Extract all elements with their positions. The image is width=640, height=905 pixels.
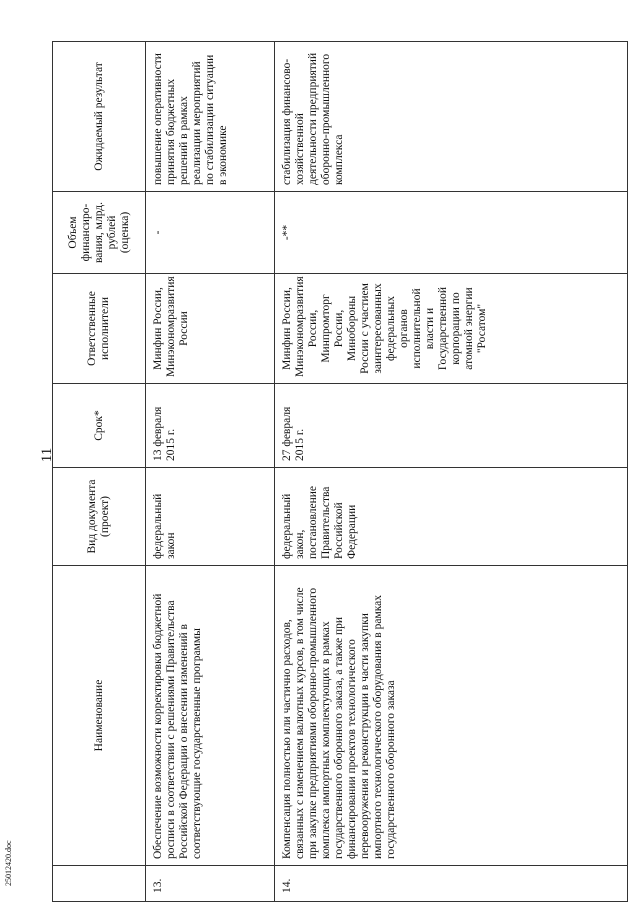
page-number: 11 [38, 447, 55, 463]
footer-code: 25012420.doc [4, 840, 13, 886]
header-doc: Вид документа (проект) [53, 468, 146, 566]
row-term: 27 февраля 2015 г. [275, 384, 628, 468]
header-fin: Объем финансиро-вания, млрд. рублей (оценка) [53, 192, 146, 274]
row-doc: федеральный закон [146, 468, 275, 566]
measures-table [52, 41, 628, 902]
table-row [275, 42, 628, 902]
row-fin: - [146, 192, 275, 274]
row-exec: Минфин России, Минэкономразвития России [146, 274, 275, 384]
header-result: Ожидаемый результат [53, 42, 146, 192]
row-result: повышение оперативности принятия бюджетных решений в рамках реализации мероприятий по стабилизации ситуации в экономике [146, 42, 275, 192]
rotated-table-container [52, 42, 640, 902]
row-result: стабилизация финансово-хозяйственной деятельности предприятий оборонно-промышленного комплекса [275, 42, 628, 192]
row-num: 14. [275, 866, 628, 902]
row-fin: -** [275, 192, 628, 274]
row-term: 13 февраля 2015 г. [146, 384, 275, 468]
table-row [146, 42, 275, 902]
row-name: Обеспечение возможности корректировки бюджетной росписи в соответствии с решениями Правительства Российской Федерации о внесении изменений в соответствующие государственные программы [146, 566, 275, 866]
row-num: 13. [146, 866, 275, 902]
row-exec: Минфин России, Минэкономразвития России, Минпромторг России, Минобороны России с участием заинтересованных федеральных органов исполнительной власти и Государственной корпорации по атомной энергии "Росатом" [275, 274, 628, 384]
row-name: Компенсация полностью или частично расходов, связанных с изменением валютных курсов, в том числе при закупке предприятиями оборонно-промышленного комплекса импортных комплектующих в рамках государственного оборонного заказа, а также при финансировании проектов технологического перевооружения и реконструкции в части закупки импортного технологического оборудования в рамках государственного оборонного заказа [275, 566, 628, 866]
header-term: Срок* [53, 384, 146, 468]
header-name: Наименование [53, 566, 146, 866]
header-exec: Ответственные исполнители [53, 274, 146, 384]
table-header-row [53, 42, 146, 902]
row-doc: федеральный закон, постановление Правительства Российской Федерации [275, 468, 628, 566]
header-num [53, 866, 146, 902]
